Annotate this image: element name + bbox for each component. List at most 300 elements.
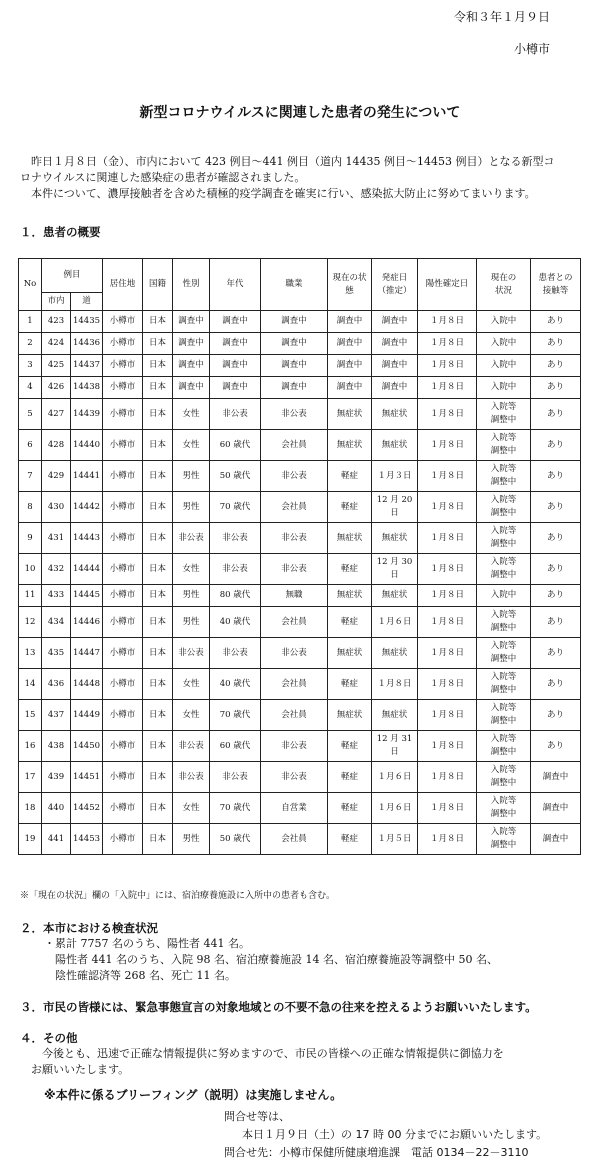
cell-pref: 14435 [71,311,103,333]
cell-residence: 小樽市 [103,399,143,430]
cell-city: 436 [42,669,71,700]
cell-nationality: 日本 [143,585,173,607]
cell-onset: １月６日 [372,793,418,824]
cell-sex: 男性 [173,607,210,638]
cell-status [477,607,531,638]
cell-age: 調査中 [210,333,261,355]
cell-city: 438 [42,731,71,762]
cell-job: 非公表 [261,399,328,430]
cell-symptom: 調査中 [328,311,372,333]
cell-symptom: 無症状 [328,585,372,607]
table-row [19,607,581,638]
cell-contact: あり [531,700,581,731]
table-note: ※「現在の状況」欄の「入院中」には、宿泊療養施設に入所中の患者も含む。 [20,891,336,901]
cell-pref: 14453 [71,824,103,855]
cell-job: 会社員 [261,607,328,638]
cell-sex: 調査中 [173,355,210,377]
cell-city: 423 [42,311,71,333]
intro-line: ロナウイルスに関連した感染症の患者が確認されました。 [20,171,306,184]
cell-pref: 14445 [71,585,103,607]
cell-sex: 男性 [173,824,210,855]
cell-age: 50 歳代 [210,824,261,855]
status-line: 調整中 [490,623,517,633]
cell-city: 430 [42,492,71,523]
table-row [19,638,581,669]
cell-no: 5 [19,399,42,430]
cell-symptom: 調査中 [328,333,372,355]
contact-label: 問合せ等は、 [224,1110,290,1123]
cell-contact: あり [531,731,581,762]
cell-residence: 小樽市 [103,731,143,762]
header-age: 年代 [210,259,261,311]
cell-symptom: 調査中 [328,377,372,399]
status-line: 調整中 [490,654,517,664]
cell-contact: あり [531,638,581,669]
cell-onset: 無症状 [372,585,418,607]
cell-nationality: 日本 [143,731,173,762]
cell-confirmed: １月８日 [418,523,477,554]
table-row [19,377,581,399]
status-line: 入院等 [490,402,517,412]
cell-residence: 小樽市 [103,793,143,824]
testing-status [44,936,498,984]
other-line: 今後とも、迅速で正確な情報提供に努めますので、市民の皆様への正確な情報提供に御協力を [42,1047,504,1060]
status-line: 入院等 [490,734,517,744]
cell-sex: 調査中 [173,311,210,333]
cell-no: 13 [19,638,42,669]
header-case: 例目 [42,259,103,293]
cell-nationality: 日本 [143,355,173,377]
cell-contact: あり [531,377,581,399]
cell-age: 非公表 [210,554,261,585]
cell-pref: 14438 [71,377,103,399]
cell-onset: 無症状 [372,430,418,461]
cell-pref: 14436 [71,333,103,355]
cell-confirmed: １月８日 [418,430,477,461]
cell-symptom: 無症状 [328,430,372,461]
cell-nationality: 日本 [143,461,173,492]
status-line: 入院等 [490,672,517,682]
status-line: 調整中 [490,778,517,788]
cell-no: 10 [19,554,42,585]
cell-city: 429 [42,461,71,492]
cell-onset: １月６日 [372,607,418,638]
cell-onset: １月８日 [372,669,418,700]
cell-sex: 女性 [173,700,210,731]
cell-age: 60 歳代 [210,731,261,762]
cell-job: 会社員 [261,824,328,855]
status-line: 調整中 [490,685,517,695]
cell-status [477,793,531,824]
cell-job: 非公表 [261,731,328,762]
table-row [19,311,581,333]
cell-city: 434 [42,607,71,638]
header-case-pref: 道 [71,293,103,311]
section-4-heading: ４．その他 [20,1031,78,1045]
table-row [19,793,581,824]
cell-contact: あり [531,554,581,585]
cell-symptom: 軽症 [328,824,372,855]
cell-status [477,333,531,355]
status-line: 入院中 [490,360,517,370]
intro-line: 本件について、濃厚接触者を含めた積極的疫学調査を確実に行い、感染拡大防止に努めてまいります。 [20,187,536,200]
cell-age: 70 歳代 [210,793,261,824]
table-row [19,731,581,762]
cell-city: 440 [42,793,71,824]
table-row [19,762,581,793]
cell-nationality: 日本 [143,700,173,731]
status-line: 調整中 [490,747,517,757]
cell-nationality: 日本 [143,311,173,333]
cell-status [477,585,531,607]
status-line: 入院等 [490,526,517,536]
cell-onset: 無症状 [372,399,418,430]
cell-residence: 小樽市 [103,333,143,355]
cell-pref: 14449 [71,700,103,731]
header-symptom: 現在の状 態 [328,259,372,311]
cell-city: 433 [42,585,71,607]
issuing-organization: 小樽市 [513,42,550,56]
cell-onset: 12 月 31 日 [372,731,418,762]
cell-sex: 女性 [173,554,210,585]
cell-residence: 小樽市 [103,355,143,377]
cell-onset: 無症状 [372,523,418,554]
table-row [19,523,581,554]
cell-pref: 14437 [71,355,103,377]
cell-no: 3 [19,355,42,377]
section-1-heading: １．患者の概要 [20,225,101,239]
cell-no: 4 [19,377,42,399]
cell-confirmed: １月８日 [418,607,477,638]
status-line: 入院中 [490,338,517,348]
cell-residence: 小樽市 [103,523,143,554]
table-row [19,669,581,700]
cell-age: 調査中 [210,355,261,377]
cell-nationality: 日本 [143,638,173,669]
cell-pref: 14444 [71,554,103,585]
cell-symptom: 無症状 [328,638,372,669]
cell-contact: あり [531,461,581,492]
header-onset: 発症日 （推定） [372,259,418,311]
cell-residence: 小樽市 [103,700,143,731]
cell-no: 18 [19,793,42,824]
status-line: 調整中 [490,809,517,819]
cell-contact: あり [531,430,581,461]
cell-sex: 男性 [173,492,210,523]
cell-onset: １月３日 [372,461,418,492]
status-line: 調整中 [490,539,517,549]
status-line: 入院中 [490,590,517,600]
cell-nationality: 日本 [143,523,173,554]
cell-no: 8 [19,492,42,523]
cell-no: 16 [19,731,42,762]
cell-symptom: 軽症 [328,731,372,762]
cell-no: 6 [19,430,42,461]
cell-sex: 女性 [173,399,210,430]
header-no: No [19,259,42,311]
intro-line: 昨日１月８日（金）、市内において 423 例目～441 例目（道内 14435 例目～14453 例目）となる新型コ [20,155,555,168]
status-line: 入院等 [490,557,517,567]
testing-line: ・累計 7757 名のうち、陽性者 441 名。 [44,937,250,950]
cell-no: 14 [19,669,42,700]
other-paragraph [20,1046,580,1078]
patient-table [18,258,581,855]
cell-age: 50 歳代 [210,461,261,492]
cell-confirmed: １月８日 [418,638,477,669]
cell-pref: 14443 [71,523,103,554]
cell-age: 非公表 [210,638,261,669]
cell-residence: 小樽市 [103,311,143,333]
cell-sex: 男性 [173,585,210,607]
cell-symptom: 軽症 [328,669,372,700]
cell-confirmed: １月８日 [418,311,477,333]
table-row [19,461,581,492]
header-confirmed: 陽性確定日 [418,259,477,311]
status-line: 調整中 [490,840,517,850]
cell-pref: 14451 [71,762,103,793]
cell-sex: 女性 [173,430,210,461]
cell-status [477,430,531,461]
cell-nationality: 日本 [143,793,173,824]
cell-sex: 非公表 [173,762,210,793]
cell-contact: 調査中 [531,793,581,824]
cell-onset: 調査中 [372,333,418,355]
cell-contact: あり [531,492,581,523]
cell-status [477,700,531,731]
status-line: 入院等 [490,495,517,505]
cell-job: 非公表 [261,638,328,669]
cell-pref: 14441 [71,461,103,492]
contact-info: 問合せ先：小樽市保健所健康増進課 電話 0134－22－3110 [224,1146,529,1159]
cell-job: 非公表 [261,461,328,492]
cell-residence: 小樽市 [103,762,143,793]
cell-nationality: 日本 [143,762,173,793]
cell-symptom: 無症状 [328,700,372,731]
cell-city: 439 [42,762,71,793]
cell-age: 80 歳代 [210,585,261,607]
header-nationality: 国籍 [143,259,173,311]
cell-status [477,523,531,554]
cell-pref: 14452 [71,793,103,824]
cell-symptom: 調査中 [328,355,372,377]
cell-no: 7 [19,461,42,492]
cell-city: 435 [42,638,71,669]
cell-no: 11 [19,585,42,607]
cell-job: 非公表 [261,762,328,793]
cell-no: 9 [19,523,42,554]
status-line: 入院中 [490,316,517,326]
status-line: 入院等 [490,796,517,806]
cell-no: 1 [19,311,42,333]
cell-status [477,399,531,430]
header-sex: 性別 [173,259,210,311]
cell-nationality: 日本 [143,492,173,523]
briefing-notice: ※本件に係るブリーフィング（説明）は実施しません。 [44,1088,343,1102]
cell-symptom: 軽症 [328,492,372,523]
table-row [19,492,581,523]
cell-confirmed: １月８日 [418,399,477,430]
status-line: 調整中 [490,446,517,456]
cell-confirmed: １月８日 [418,731,477,762]
table-row [19,824,581,855]
status-line: 調整中 [490,477,517,487]
cell-residence: 小樽市 [103,669,143,700]
header-case-city: 市内 [42,293,71,311]
cell-confirmed: １月８日 [418,793,477,824]
cell-confirmed: １月８日 [418,700,477,731]
status-line: 入院中 [490,382,517,392]
status-line: 入院等 [490,765,517,775]
cell-job: 自営業 [261,793,328,824]
cell-sex: 女性 [173,793,210,824]
cell-city: 424 [42,333,71,355]
cell-job: 非公表 [261,523,328,554]
cell-status [477,492,531,523]
cell-confirmed: １月８日 [418,669,477,700]
cell-status [477,355,531,377]
intro-paragraph [20,154,580,202]
cell-job: 会社員 [261,669,328,700]
cell-contact: あり [531,523,581,554]
status-line: 調整中 [490,570,517,580]
cell-contact: あり [531,607,581,638]
status-line: 入院等 [490,464,517,474]
cell-nationality: 日本 [143,377,173,399]
cell-onset: 12 月 30 日 [372,554,418,585]
other-line: お願いいたします。 [31,1063,130,1076]
status-line: 入院等 [490,703,517,713]
section-3-heading: ３．市民の皆様には、緊急事態宣言の対象地域との不要不急の往来を控えるようお願いいたします。 [20,1000,537,1014]
cell-city: 441 [42,824,71,855]
cell-onset: １月６日 [372,762,418,793]
table-row [19,700,581,731]
table-row [19,333,581,355]
cell-age: 調査中 [210,311,261,333]
cell-city: 427 [42,399,71,430]
cell-no: 2 [19,333,42,355]
cell-city: 437 [42,700,71,731]
cell-status [477,824,531,855]
header-status: 現在の 状況 [477,259,531,311]
cell-nationality: 日本 [143,430,173,461]
cell-residence: 小樽市 [103,377,143,399]
cell-confirmed: １月８日 [418,554,477,585]
cell-pref: 14439 [71,399,103,430]
cell-nationality: 日本 [143,607,173,638]
cell-nationality: 日本 [143,554,173,585]
cell-onset: 無症状 [372,638,418,669]
cell-confirmed: １月８日 [418,333,477,355]
cell-nationality: 日本 [143,824,173,855]
cell-onset: １月５日 [372,824,418,855]
cell-age: 非公表 [210,523,261,554]
cell-job: 会社員 [261,430,328,461]
status-line: 入院等 [490,610,517,620]
cell-status [477,461,531,492]
cell-contact: あり [531,669,581,700]
cell-age: 70 歳代 [210,700,261,731]
cell-sex: 非公表 [173,731,210,762]
cell-onset: 調査中 [372,377,418,399]
cell-city: 428 [42,430,71,461]
cell-residence: 小樽市 [103,461,143,492]
cell-contact: あり [531,333,581,355]
cell-status [477,762,531,793]
cell-city: 426 [42,377,71,399]
cell-residence: 小樽市 [103,585,143,607]
cell-city: 432 [42,554,71,585]
cell-status [477,731,531,762]
cell-symptom: 無症状 [328,523,372,554]
cell-contact: あり [531,311,581,333]
cell-job: 非公表 [261,554,328,585]
document-date: 令和３年１月９日 [453,10,550,24]
testing-line: 陰性確認済等 268 名、死亡 11 名。 [55,969,236,982]
cell-contact: あり [531,399,581,430]
cell-age: 40 歳代 [210,607,261,638]
status-line: 調整中 [490,716,517,726]
cell-residence: 小樽市 [103,554,143,585]
table-row [19,585,581,607]
section-2-heading: ２．本市における検査状況 [20,921,158,935]
cell-symptom: 軽症 [328,793,372,824]
cell-city: 425 [42,355,71,377]
table-row [19,430,581,461]
cell-status [477,669,531,700]
cell-pref: 14447 [71,638,103,669]
table-row [19,355,581,377]
cell-pref: 14448 [71,669,103,700]
cell-age: 調査中 [210,377,261,399]
cell-contact: あり [531,355,581,377]
cell-status [477,638,531,669]
cell-residence: 小樽市 [103,430,143,461]
cell-pref: 14440 [71,430,103,461]
cell-nationality: 日本 [143,333,173,355]
contact-deadline: 本日１月９日（土）の 17 時 00 分までにお願いいたします。 [242,1128,548,1141]
document-title: 新型コロナウイルスに関連した患者の発生について [139,105,461,121]
table-row [19,554,581,585]
testing-line: 陽性者 441 名のうち、入院 98 名、宿泊療養施設 14 名、宿泊療養施設等調整中 50 名、 [55,953,498,966]
cell-no: 15 [19,700,42,731]
cell-symptom: 軽症 [328,762,372,793]
cell-symptom: 軽症 [328,461,372,492]
cell-status [477,311,531,333]
cell-confirmed: １月８日 [418,585,477,607]
cell-nationality: 日本 [143,669,173,700]
cell-residence: 小樽市 [103,824,143,855]
cell-confirmed: １月８日 [418,461,477,492]
cell-residence: 小樽市 [103,607,143,638]
cell-no: 17 [19,762,42,793]
cell-pref: 14442 [71,492,103,523]
cell-onset: 調査中 [372,355,418,377]
cell-job: 会社員 [261,492,328,523]
header-contact: 患者との 接触等 [531,259,581,311]
cell-job: 調査中 [261,355,328,377]
cell-sex: 調査中 [173,333,210,355]
status-line: 入院等 [490,641,517,651]
cell-contact: 調査中 [531,762,581,793]
cell-confirmed: １月８日 [418,377,477,399]
cell-sex: 女性 [173,669,210,700]
cell-confirmed: １月８日 [418,824,477,855]
status-line: 調整中 [490,508,517,518]
cell-job: 無職 [261,585,328,607]
cell-nationality: 日本 [143,399,173,430]
cell-onset: 無症状 [372,700,418,731]
cell-no: 12 [19,607,42,638]
